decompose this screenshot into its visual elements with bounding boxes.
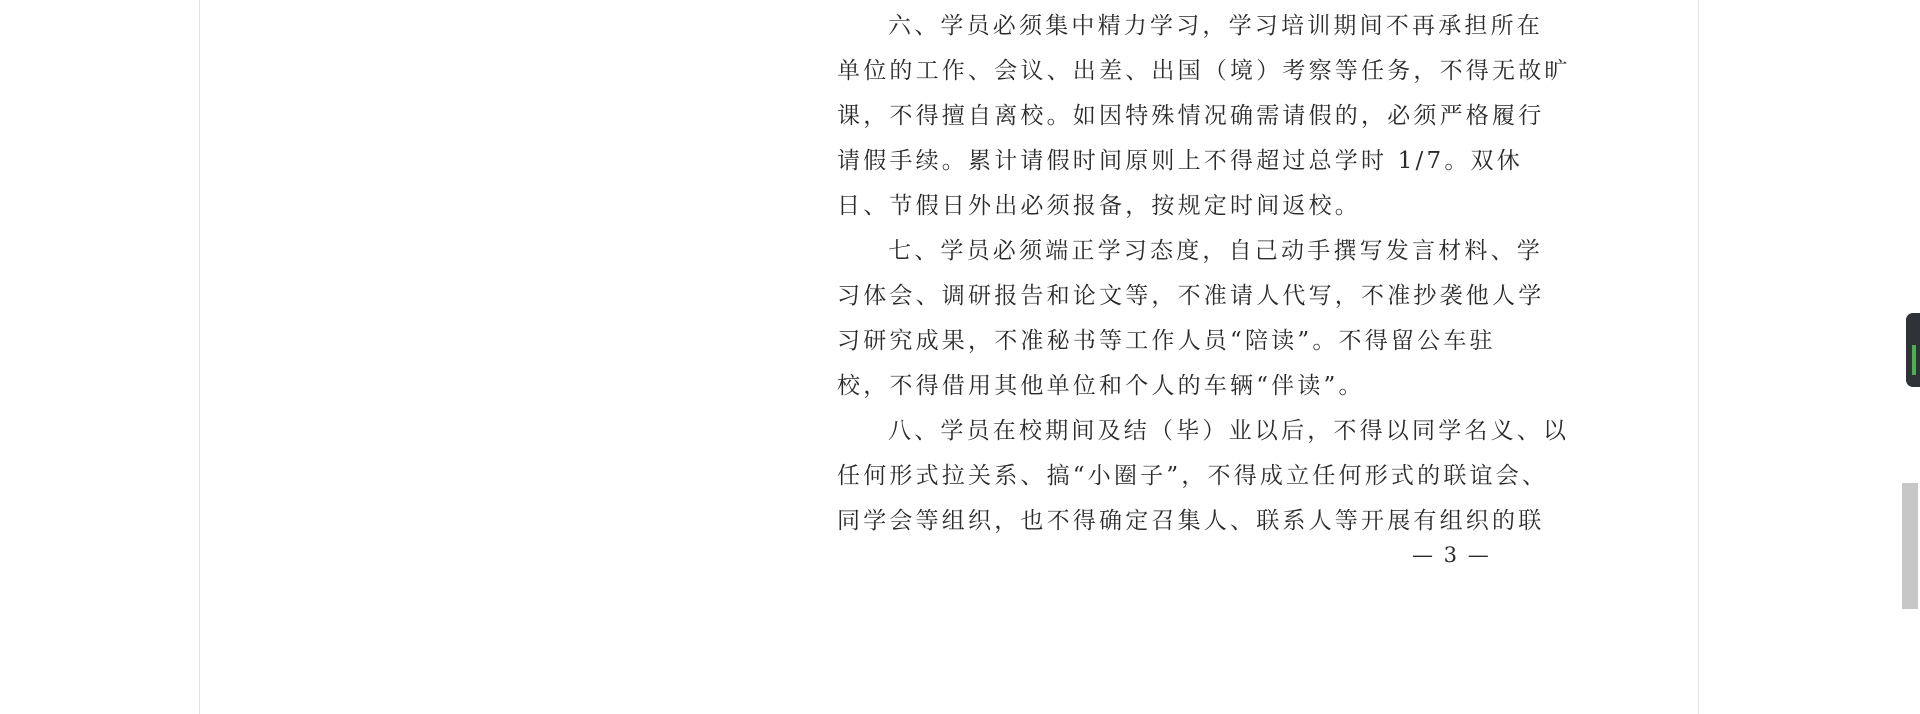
paragraph-6 <box>837 4 1571 229</box>
text-line: 习体会、调研报告和论文等，不准请人代写，不准抄袭他人学 <box>837 283 1545 309</box>
text-line: 日、节假日外出必须报备，按规定时间返校。 <box>837 193 1361 219</box>
text-line: 单位的工作、会议、出差、出国（境）考察等任务，不得无故旷 <box>837 58 1571 84</box>
text-line: 六、学员必须集中精力学习，学习培训期间不再承担所在 <box>888 13 1543 39</box>
paragraph-8 <box>837 409 1570 544</box>
text-line: 课，不得擅自离校。如因特殊情况确需请假的，必须严格履行 <box>837 103 1545 129</box>
page-number: — 3 — <box>1412 543 1491 567</box>
text-line: 同学会等组织，也不得确定召集人、联系人等开展有组织的联 <box>837 508 1545 534</box>
page-text-body <box>837 4 1571 544</box>
text-line: 八、学员在校期间及结（毕）业以后，不得以同学名义、以 <box>888 418 1570 444</box>
document-page <box>200 0 1698 714</box>
side-panel-tab[interactable] <box>1906 313 1920 387</box>
paragraph-7 <box>837 229 1545 409</box>
text-line: 任何形式拉关系、搞“小圈子”，不得成立任何形式的联谊会、 <box>837 463 1549 489</box>
page-right-edge <box>1698 0 1699 714</box>
text-line: 请假手续。累计请假时间原则上不得超过总学时 1/7。双休 <box>837 148 1523 174</box>
text-line: 习研究成果，不准秘书等工作人员“陪读”。不得留公车驻 <box>837 328 1496 354</box>
scrollbar-thumb[interactable] <box>1902 483 1918 609</box>
level-indicator-icon <box>1912 345 1916 375</box>
text-line: 七、学员必须端正学习态度，自己动手撰写发言材料、学 <box>888 238 1543 264</box>
text-line: 校，不得借用其他单位和个人的车辆“伴读”。 <box>837 373 1365 399</box>
